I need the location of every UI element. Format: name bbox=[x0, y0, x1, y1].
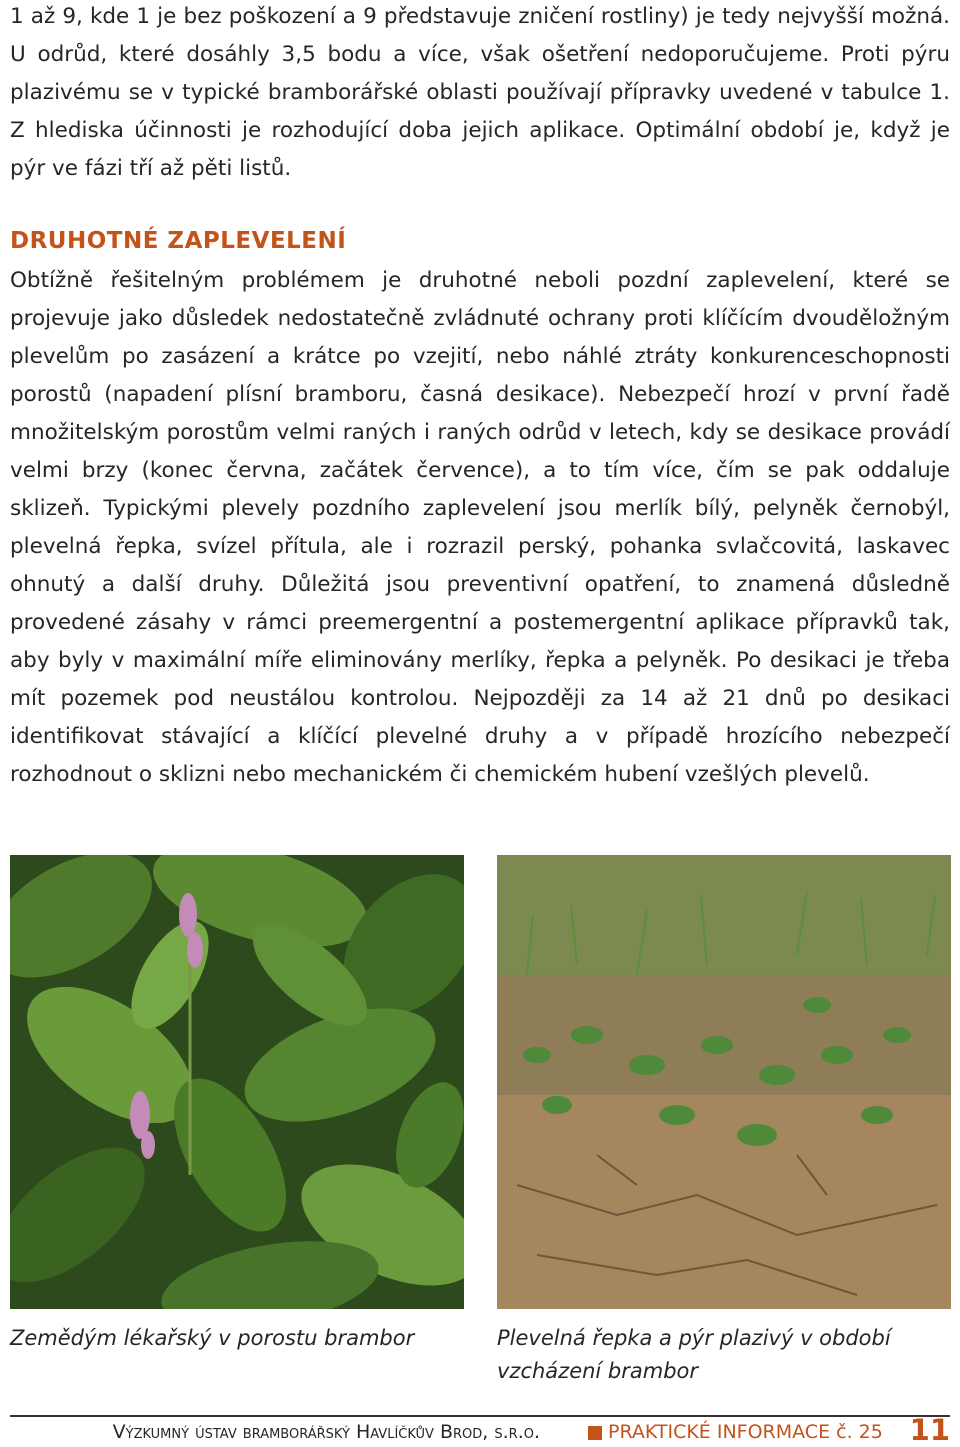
figure-caption: Zemědým lékařský v porostu brambor bbox=[10, 1326, 415, 1350]
photo-rapeseed-and-couch-grass bbox=[497, 855, 951, 1309]
page-number: 11 bbox=[909, 1413, 950, 1447]
page-footer bbox=[0, 1413, 950, 1447]
figure-caption: Plevelná řepka a pýr plazivý v období vzcházení brambor bbox=[497, 1326, 891, 1383]
body-paragraph: Obtížně řešitelným problémem je druhotné neboli pozdní zaplevelení, které se projevuje jako důsledek nedostatečně zvládnuté ochrany proti klíčícím dvouděložným plevelům po zasázení a krátce po vzejití, nebo náhlé ztráty konkurenceschopnosti porostů (napadení plísní bramboru, časná desikace). Nebezpečí hrozí v první řadě množitelským porostům velmi raných i raných odrůd v letech, kdy se desikace provádí velmi brzy (konec června, začátek července), a to tím více, čím se pak oddaluje sklizeň. Typickými plevely pozdního zaplevelení jsou merlík bílý, pelyněk černobýl, plevelná řepka, svízel přítula, ale i rozrazil perský, pohanka svlačcovitá, laskavec ohnutý a další druhy. Důležitá jsou preventivní opatření, to znamená důsledně provedené zásahy v rámci preemergentní a postemergentní aplikace přípravků tak, aby byly v maximální míře eliminovány merlíky, řepka a pelyněk. Po desikaci je třeba mít pozemek pod neustálou kontrolou. Nejpozději za 14 až 21 dnů po desikaci identifikovat stávající a klíčící plevelné druhy a v případě hrozícího nebezpečí rozhodnout o sklizni nebo mechanickém či chemickém hubení vzešlých plevelů. bbox=[10, 268, 950, 787]
body-paragraph: 1 až 9, kde 1 je bez poškození a 9 představuje zničení rostliny) je tedy nejvyšší možná. U odrůd, které dosáhly 3,5 bodu a více, však ošetření nedoporučujeme. Proti pýru plazivému se v typické bramborářské oblasti používají přípravky uvedené v tabulce 1. Z hlediska účinnosti je rozhodující doba jejich aplikace. Optimální období je, když je pýr ve fázi tří až pěti listů. bbox=[10, 4, 950, 181]
footer-divider bbox=[10, 1415, 950, 1417]
photo-fumitory-in-potatoes bbox=[10, 855, 464, 1309]
square-bullet-icon bbox=[588, 1426, 602, 1440]
section-heading: DRUHOTNÉ ZAPLEVELENÍ bbox=[10, 228, 347, 254]
footer-institute: Výzkumný ústav bramborářský Havlíčkův Brod, s.r.o. bbox=[112, 1421, 540, 1443]
footer-publication: PRAKTICKÉ INFORMACE č. 25 bbox=[608, 1421, 883, 1443]
